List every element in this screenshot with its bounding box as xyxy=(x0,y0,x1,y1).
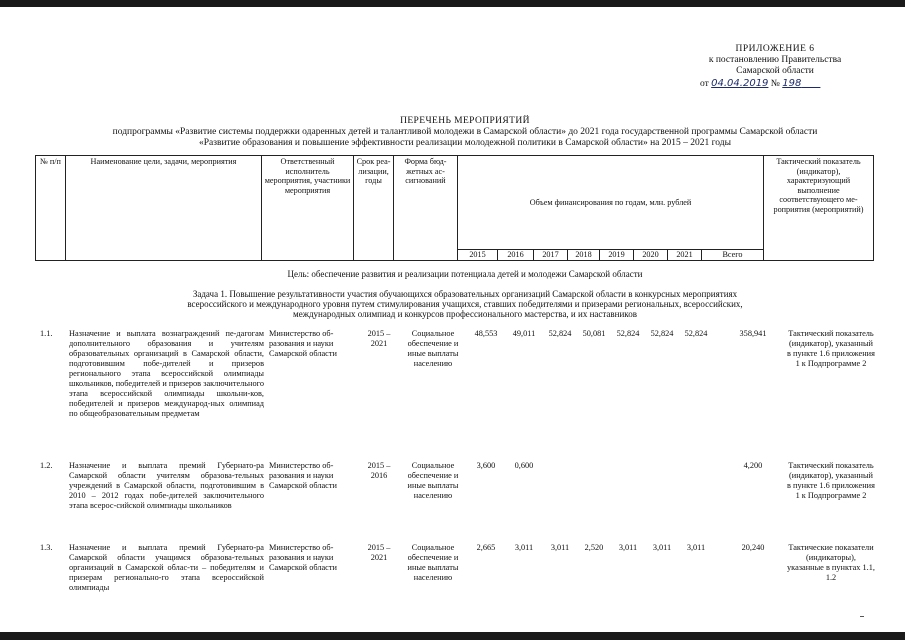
row-value-2017: 52,824 xyxy=(548,329,572,338)
row-name: Назначение и выплата вознаграждений пе-дагогам дополнительного образования и учителям образовательных организаций в Самарской области, подготовившим побе-дителей и призеров регионального этапа всероссийской олимпиады школьников, победителей и призеров заключительного этапа всероссийской олимпиады школьни-ков, победителей и призеров международ-ных олимпиад по общеобразовательным предметам xyxy=(69,329,264,418)
goal-text: Цель: обеспечение развития и реализации потенциала детей и молодежи Самарской области xyxy=(287,269,643,279)
row-value-2016: 3,011 xyxy=(514,543,534,552)
row-form: Социальное обеспечение и иные выплаты населению xyxy=(407,461,459,500)
row-value-2016: 0,600 xyxy=(514,461,534,470)
row-value-2021: 3,011 xyxy=(686,543,706,552)
row-executor: Министерство об-разования и науки Самарской области xyxy=(269,543,337,572)
task-text xyxy=(60,289,870,319)
year-header: 2015 xyxy=(458,250,498,261)
appendix-title: ПРИЛОЖЕНИЕ 6 xyxy=(735,44,815,54)
handwritten-number: 198 xyxy=(782,78,802,89)
row-value-2020: 52,824 xyxy=(650,329,674,338)
row-form: Социальное обеспечение и иные выплаты населению xyxy=(407,543,459,582)
date-prefix: от xyxy=(700,79,709,89)
year-header: 2018 xyxy=(568,250,600,261)
task-line: всероссийского и международного уровня путем стимулирования учащихся, ставших победителями и призерами региональных, всероссийских, xyxy=(187,299,743,309)
row-term: 2015 – 2021 xyxy=(367,329,391,348)
row-value-2018: 2,520 xyxy=(584,543,604,552)
row-total: 358,941 xyxy=(739,329,767,338)
appendix-line-1: к постановлению Правительства xyxy=(708,55,842,65)
col-header-financing: Объем финансирования по годам, млн. рублей xyxy=(458,156,764,250)
heading-line-2: «Развитие образования и повышение эффективности реализации молодежной политики в Самарской области» на 2015 – 2021 годы xyxy=(198,138,732,148)
row-number: 1.2. xyxy=(40,461,53,470)
scan-speck xyxy=(860,616,864,617)
row-name: Назначение и выплата премий Губернато-ра Самарской области учителям образова-тельных учреждений в Самарской области, подготовившим в 2010 – 2012 годах побе-дителей заключительного этапа всерос-сийской олимпиады школьников xyxy=(69,461,264,510)
total-header: Всего xyxy=(702,250,764,261)
col-header-term: Срок реа-лизации, годы xyxy=(354,156,394,261)
heading-line-1: подпрограммы «Развитие системы поддержки одаренных детей и талантливой молодежи в Самарской области» до 2021 года государственной программы Самарской области xyxy=(112,127,818,137)
row-value-2020: 3,011 xyxy=(652,543,672,552)
row-executor: Министерство об-разования и науки Самарской области xyxy=(269,329,337,358)
row-value-2017: 3,011 xyxy=(550,543,570,552)
row-value-2016: 49,011 xyxy=(512,329,536,338)
row-value-2015: 3,600 xyxy=(476,461,496,470)
appendix-signature-line xyxy=(700,78,860,90)
year-header: 2017 xyxy=(534,250,568,261)
year-header: 2016 xyxy=(498,250,534,261)
year-header: 2019 xyxy=(600,250,634,261)
handwritten-date: 04.04.2019 xyxy=(711,78,769,89)
col-header-indicator: Тактический показатель (индикатор), характеризующий выполнение соответствующего ме-роприятия (мероприятий) xyxy=(764,156,874,261)
row-number: 1.3. xyxy=(40,543,53,552)
col-header-executor: Ответственный исполнитель мероприятия, участники мероприятия xyxy=(262,156,354,261)
appendix-block xyxy=(690,44,860,89)
scan-edge-bottom xyxy=(0,632,905,640)
row-executor: Министерство об-разования и науки Самарской области xyxy=(269,461,337,490)
scan-edge-top xyxy=(0,0,905,7)
year-header: 2021 xyxy=(668,250,702,261)
row-total: 20,240 xyxy=(741,543,765,552)
task-line: международных олимпиад и конкурсов профессионального мастерства, и их наставников xyxy=(293,309,637,319)
col-header-form: Форма бюд-жетных ас-сигнований xyxy=(394,156,458,261)
col-header-num: № п/п xyxy=(36,156,66,261)
row-name: Назначение и выплата премий Губернато-ра Самарской области учащимся образова-тельных организаций в Самарской облас-ти – победителям и призерам регионально-го этапа всероссийской олимпиады xyxy=(69,543,264,592)
year-header: 2020 xyxy=(634,250,668,261)
number-prefix: № xyxy=(770,79,780,89)
row-term: 2015 – 2016 xyxy=(367,461,391,480)
appendix-line-2: Самарской области xyxy=(736,66,814,76)
document-title: ПЕРЕЧЕНЬ МЕРОПРИЯТИЙ xyxy=(400,116,530,126)
row-term: 2015 – 2021 xyxy=(367,543,391,562)
header-table xyxy=(35,155,874,261)
row-form: Социальное обеспечение и иные выплаты населению xyxy=(407,329,459,368)
row-number: 1.1. xyxy=(40,329,53,338)
row-value-2019: 52,824 xyxy=(616,329,640,338)
row-indicator: Тактический показатель (индикатор), указанный в пункте 1.6 приложения 1 к Подпрограмме 2 xyxy=(787,461,875,500)
row-value-2015: 2,665 xyxy=(476,543,496,552)
row-value-2015: 48,553 xyxy=(474,329,498,338)
row-value-2019: 3,011 xyxy=(618,543,638,552)
row-value-2018: 50,081 xyxy=(582,329,606,338)
document-heading xyxy=(40,116,890,149)
row-total: 4,200 xyxy=(743,461,763,470)
row-indicator: Тактические показатели (индикаторы), указанные в пунктах 1.1, 1.2 xyxy=(787,543,875,582)
row-indicator: Тактический показатель (индикатор), указанный в пункте 1.6 приложения 1 к Подпрограмме 2 xyxy=(787,329,875,368)
row-value-2021: 52,824 xyxy=(684,329,708,338)
task-line: Задача 1. Повышение результативности участия обучающихся образовательных организаций Самарской области в конкурсных мероприятиях xyxy=(192,289,738,299)
col-header-name: Наименование цели, задачи, мероприятия xyxy=(66,156,262,261)
